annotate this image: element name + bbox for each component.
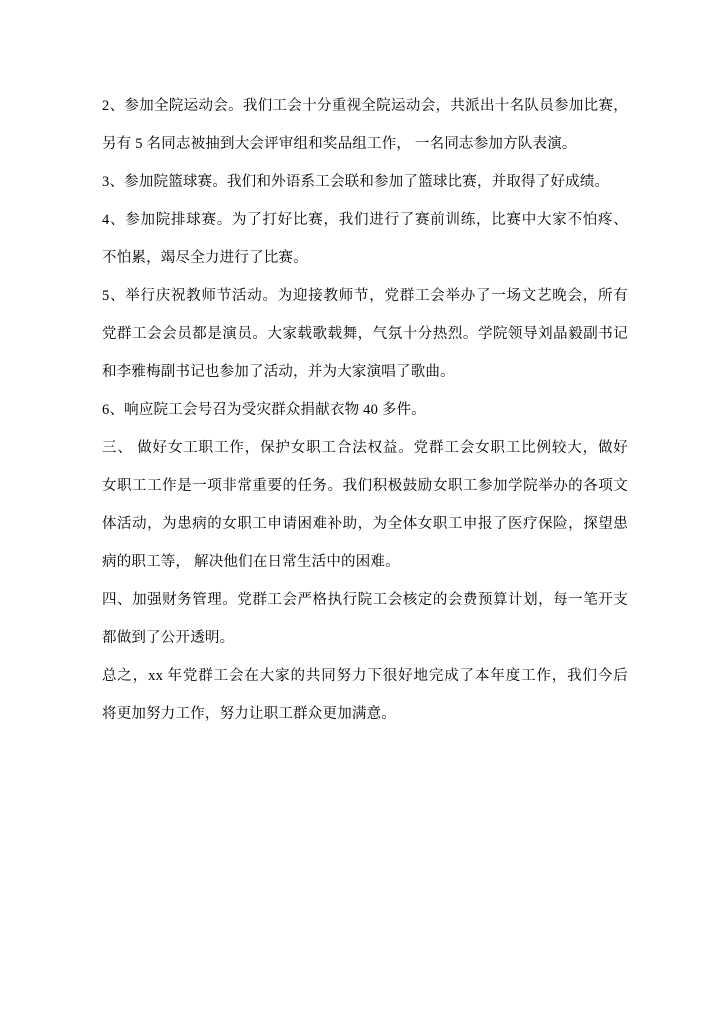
text-line: 3、参加院篮球赛。我们和外语系工会联和参加了篮球比赛，并取得了好成绩。 <box>102 174 610 190</box>
paragraph <box>102 429 628 581</box>
paragraph <box>102 201 628 277</box>
text-line: 总之，xx 年党群工会在大家的共同努力下很好地完成了本年度工作，我们今后 <box>102 668 628 684</box>
text-line: 2、参加全院运动会。我们工会十分重视全院运动会，共派出十名队员参加比赛， <box>102 98 628 114</box>
text-line: 党群工会会员都是演员。大家载歌载舞，气氛十分热烈。学院领导刘晶毅副书记 <box>102 326 628 342</box>
text-line: 三、 做好女工职工作，保护女职工合法权益。党群工会女职工比例较大，做好 <box>102 440 628 456</box>
text-line: 都做到了公开透明。 <box>102 630 235 646</box>
paragraph <box>102 163 628 201</box>
paragraph <box>102 87 628 163</box>
paragraph <box>102 277 628 391</box>
text-line: 另有 5 名同志被抽到大会评审组和奖品组工作， 一名同志参加方队表演。 <box>102 136 577 152</box>
paragraph <box>102 657 628 733</box>
text-line: 不怕累，竭尽全力进行了比赛。 <box>102 250 308 266</box>
text-line: 四、加强财务管理。党群工会严格执行院工会核定的会费预算计划，每一笔开支 <box>102 592 628 608</box>
document-content <box>102 87 628 733</box>
text-line: 5、举行庆祝教师节活动。为迎接教师节，党群工会举办了一场文艺晚会，所有 <box>102 288 628 304</box>
text-line: 体活动，为患病的女职工申请困难补助，为全体女职工申报了医疗保险，探望患 <box>102 516 628 532</box>
paragraph <box>102 391 628 429</box>
text-line: 6、响应院工会号召为受灾群众捐献衣物 40 多件。 <box>102 402 426 418</box>
text-line: 将更加努力工作，努力让职工群众更加满意。 <box>102 706 396 722</box>
text-line: 4、参加院排球赛。为了打好比赛，我们进行了赛前训练，比赛中大家不怕疼、 <box>102 212 628 228</box>
text-line: 病的职工等， 解决他们在日常生活中的困难。 <box>102 554 400 570</box>
text-line: 女职工工作是一项非常重要的任务。我们积极鼓励女职工参加学院举办的各项文 <box>102 478 628 494</box>
text-line: 和李雅梅副书记也参加了活动，并为大家演唱了歌曲。 <box>102 364 455 380</box>
paragraph <box>102 581 628 657</box>
